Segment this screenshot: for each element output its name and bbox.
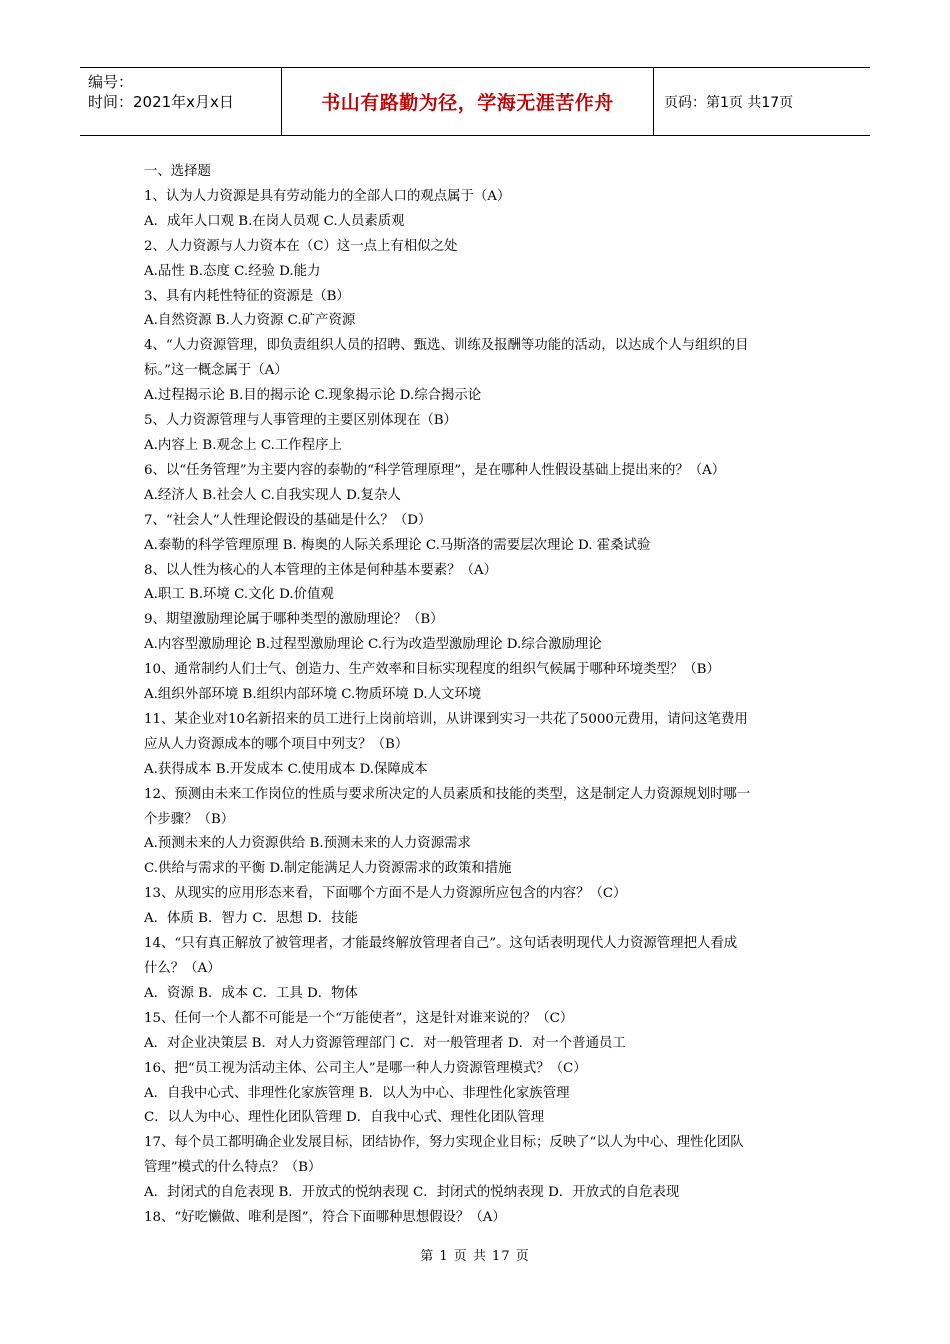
text-line: A.职工 B.环境 C.文化 D.价值观 — [144, 587, 334, 603]
text-line: A.品性 B.态度 C.经验 D.能力 — [144, 263, 321, 279]
text-line: A.过程揭示论 B.目的揭示论 C.现象揭示论 D.综合揭示论 — [144, 388, 482, 404]
text-line: 15、任何一个人都不可能是一个“万能使者”，这是针对谁来说的？（C） — [144, 1010, 574, 1026]
text-line: 16、把“员工视为活动主体、公司主人”是哪一种人力资源管理模式？（C） — [144, 1060, 587, 1076]
header-table — [80, 67, 870, 136]
document-number: 编号： — [88, 73, 134, 91]
header-meta — [80, 68, 282, 135]
text-line: 7、“社会人”人性理论假设的基础是什么？（D） — [144, 512, 432, 528]
document-time: 时间：2021年x月x日 — [88, 93, 234, 111]
text-line: 8、以人性为核心的人本管理的主体是何种基本要素？（A） — [144, 562, 497, 578]
page-footer: 第 1 页 共 17 页 — [420, 1249, 530, 1264]
text-line: 17、每个员工都明确企业发展目标，团结协作，努力实现企业目标；反映了“以人为中心、理性化团队 — [144, 1135, 744, 1151]
text-line: 14、“只有真正解放了被管理者，才能最终解放管理者自己”。这句话表明现代人力资源管理把人看成 — [144, 936, 738, 952]
text-line: 管理”模式的什么特点？（B） — [144, 1160, 322, 1176]
text-line: 4、“人力资源管理，即负责组织人员的招聘、甄选、训练及报酬等功能的活动，以达成个人与组织的目 — [144, 338, 749, 354]
text-line: A.泰勒的科学管理原理 B. 梅奥的人际关系理论 C.马斯洛的需要层次理论 D. 霍桑试验 — [144, 537, 651, 553]
text-line: C．以人为中心、理性化团队管理 D．自我中心式、理性化团队管理 — [144, 1110, 545, 1126]
text-line: 个步骤？（B） — [144, 811, 235, 827]
text-line: 13、从现实的应用形态来看，下面哪个方面不是人力资源所应包含的内容？（C） — [144, 886, 627, 902]
text-line: A.预测未来的人力资源供给 B.预测未来的人力资源需求 — [144, 836, 471, 852]
text-line: 一、选择题 — [144, 164, 211, 179]
header-motto: 书山有路勤为径，学海无涯苦作舟 — [282, 68, 654, 135]
text-line: A.组织外部环境 B.组织内部环境 C.物质环境 D.人文环境 — [144, 687, 482, 703]
text-line: 5、人力资源管理与人事管理的主要区别体现在（B） — [144, 413, 457, 429]
text-line: 什么？（A） — [144, 961, 221, 976]
question-list — [144, 160, 814, 1231]
text-line: 6、以“任务管理”为主要内容的泰勒的“科学管理原理”，是在哪种人性假设基础上提出来的？（A） — [144, 462, 726, 478]
text-line: A．封闭式的自危表现 B．开放式的悦纳表现 C．封闭式的悦纳表现 D．开放式的自危表现 — [144, 1185, 680, 1201]
text-line: A．资源 B．成本 C．工具 D．物体 — [144, 985, 358, 1001]
text-line: 12、预测由未来工作岗位的性质与要求所决定的人员素质和技能的类型，这是制定人力资源规划时哪一 — [144, 786, 751, 802]
text-line: A．成年人口观 B.在岗人员观 C.人员素质观 — [144, 213, 405, 229]
header-page-info: 页码：第1页 共17页 — [664, 94, 794, 111]
text-line: A．体质 B．智力 C．思想 D．技能 — [144, 911, 358, 927]
text-line: A．对企业决策层 B．对人力资源管理部门 C．对一般管理者 D．对一个普通员工 — [144, 1035, 626, 1051]
text-line: C.供给与需求的平衡 D.制定能满足人力资源需求的政策和措施 — [144, 861, 512, 877]
text-line: 3、具有内耗性特征的资源是（B） — [144, 288, 350, 304]
text-line: 1、认为人力资源是具有劳动能力的全部人口的观点属于（A） — [144, 188, 511, 204]
text-line: A.自然资源 B.人力资源 C.矿产资源 — [144, 313, 356, 329]
text-line: A．自我中心式、非理性化家族管理 B．以人为中心、非理性化家族管理 — [144, 1085, 570, 1101]
text-line: 11、某企业对10名新招来的员工进行上岗前培训，从讲课到实习一共花了5000元费用，请问这笔费用 — [144, 711, 748, 727]
text-line: 9、期望激励理论属于哪种类型的激励理论？（B） — [144, 612, 444, 628]
text-line: 标。”这一概念属于（A） — [144, 363, 288, 379]
text-line: A.内容型激励理论 B.过程型激励理论 C.行为改造型激励理论 D.综合激励理论 — [144, 637, 602, 653]
text-line: 2、人力资源与人力资本在（C）这一点上有相似之处 — [144, 238, 458, 254]
text-line: 10、通常制约人们士气、创造力、生产效率和目标实现程度的组织气候属于哪种环境类型？（B） — [144, 662, 720, 678]
text-line: 应从人力资源成本的哪个项目中列支？（B） — [144, 736, 409, 752]
text-line: A.经济人 B.社会人 C.自我实现人 D.复杂人 — [144, 487, 401, 503]
text-line: A.获得成本 B.开发成本 C.使用成本 D.保障成本 — [144, 761, 428, 777]
text-line: 18、“好吃懒做、唯利是图”，符合下面哪种思想假设？（A） — [144, 1210, 506, 1226]
text-line: A.内容上 B.观念上 C.工作程序上 — [144, 437, 342, 453]
